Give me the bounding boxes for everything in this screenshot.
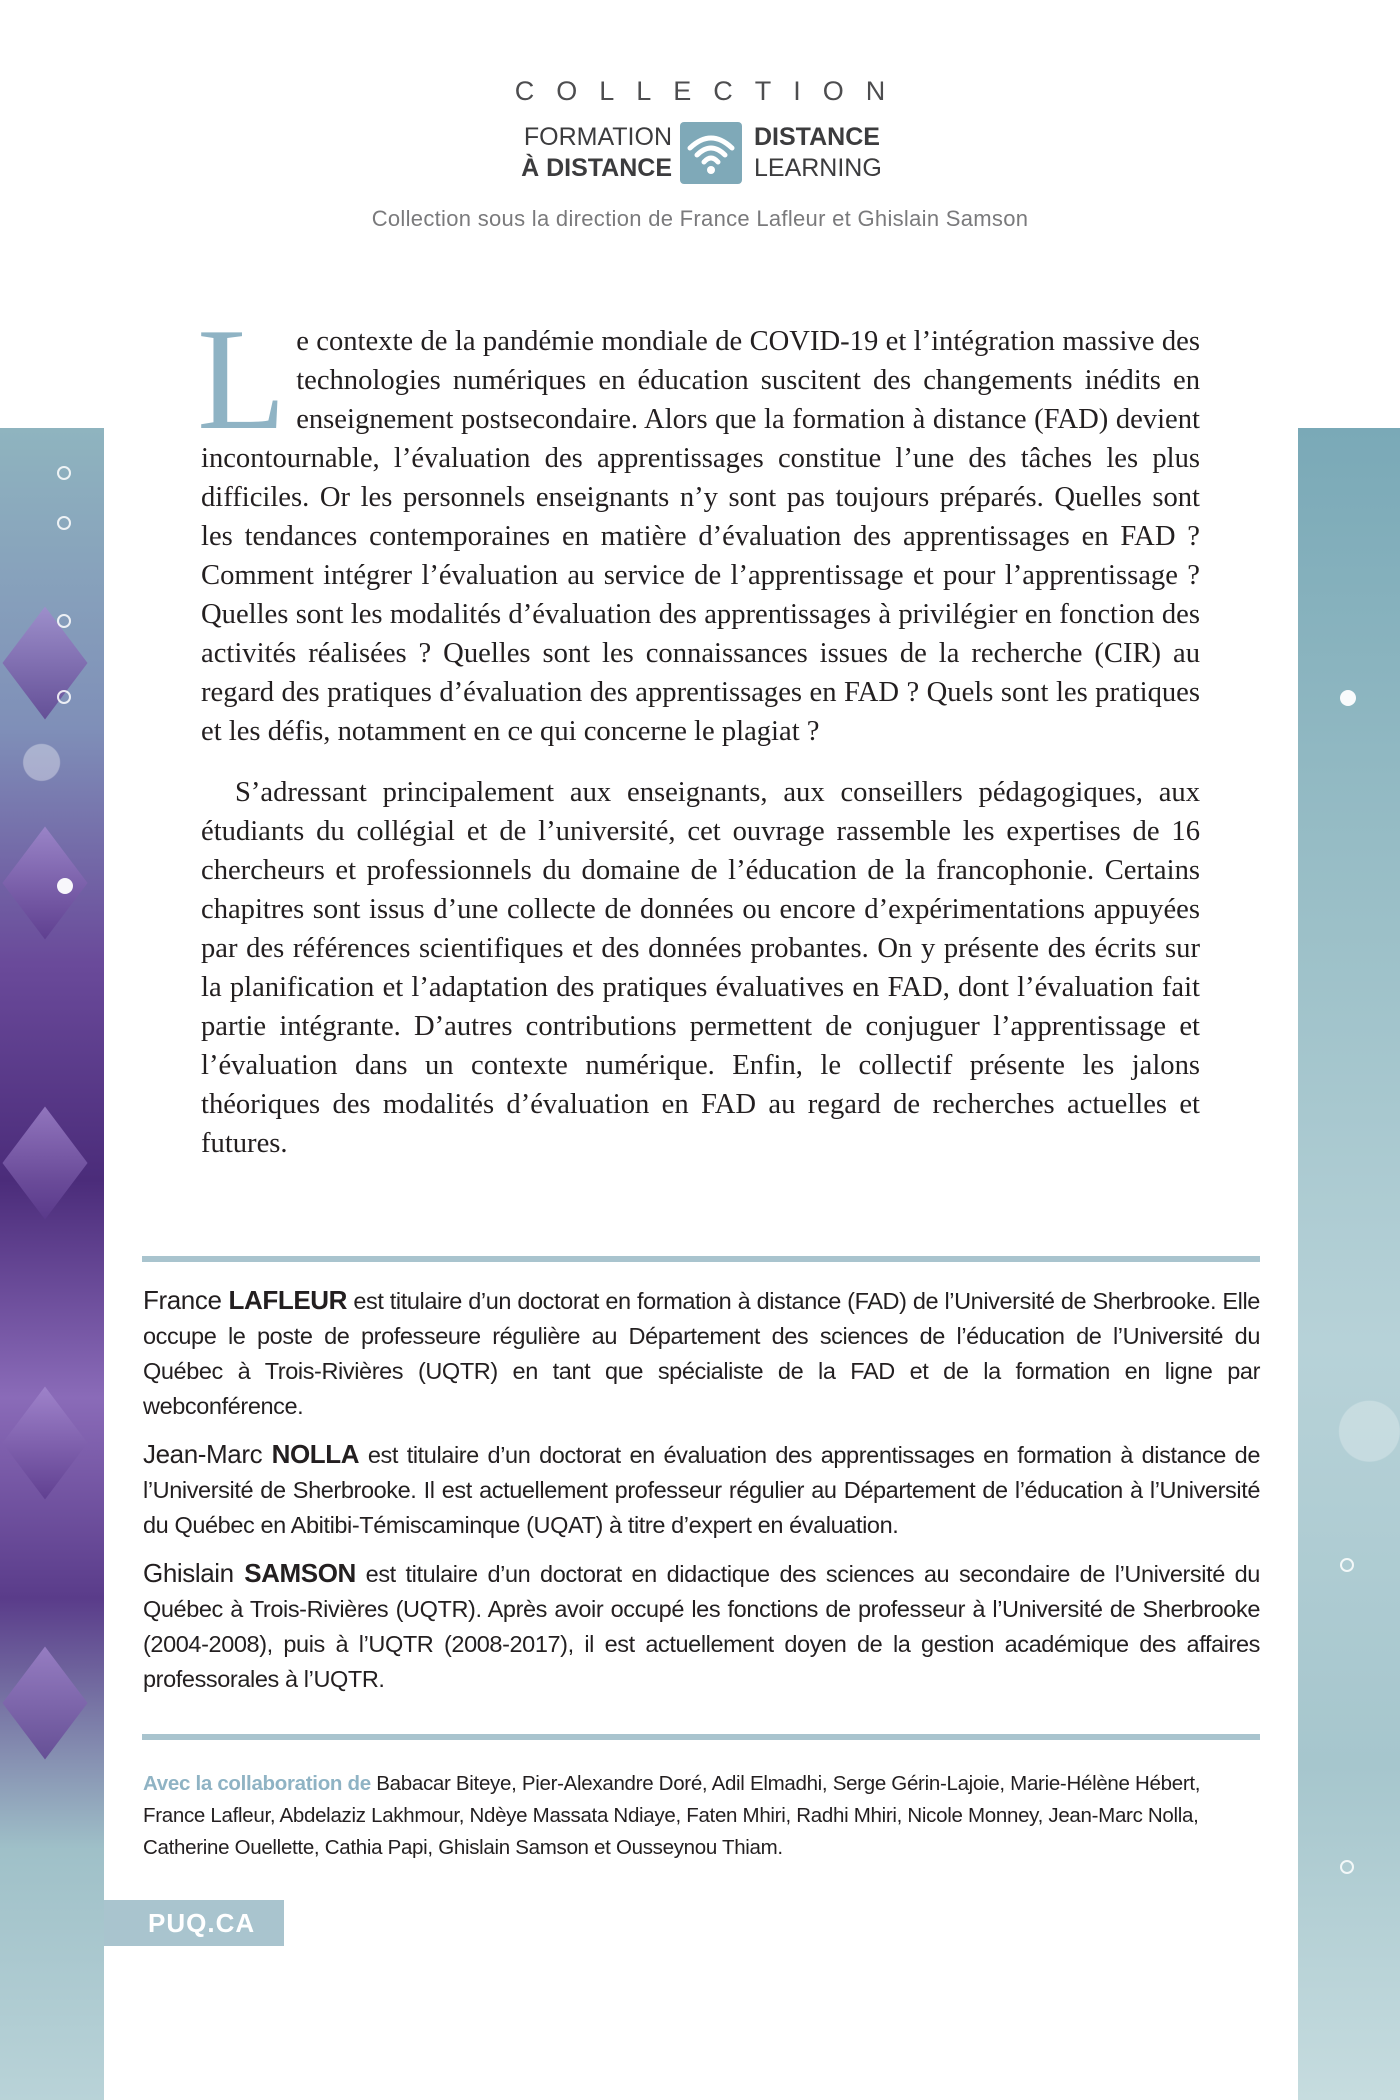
author-name xyxy=(143,1439,359,1469)
summary-paragraph-1-text: e contexte de la pandémie mondiale de COVID-19 et l’intégration massive des technologies numériques en éducation suscitent des changements inédits en enseignement postsecondaire. Alors que la formation à distance (FAD) devient incontournable, l’évaluation des apprentissages constitue l’une des tâches les plus difficiles. Or les personnels enseignants n’y sont pas toujours préparés. Quelles sont les tendances contemporaines en matière d’évaluation des apprentissages en FAD ? Comment intégrer l’évaluation au service de l’apprentissage et pour l’apprentissage ? Quelles sont les modalités d’évaluation des apprentissages à privilégier en fonction des activités réalisées ? Quelles sont les connaissances issues de la recherche (CIR) au regard des pratiques d’évaluation des apprentissages en FAD ? Quels sont les pratiques et les défis, notamment en ce qui concerne le plagiat ? xyxy=(201,326,1200,747)
ring-decoration xyxy=(57,466,71,480)
author-first-name: Ghislain xyxy=(143,1558,234,1588)
author-name xyxy=(143,1285,347,1315)
ring-decoration xyxy=(1340,1558,1354,1572)
right-decorative-strip xyxy=(1298,428,1400,2100)
wifi-icon xyxy=(680,122,742,184)
dot-decoration xyxy=(1340,690,1356,706)
logo-right-line2: LEARNING xyxy=(754,154,882,182)
bio-lafleur xyxy=(143,1283,1260,1424)
author-bios xyxy=(143,1283,1260,1697)
top-divider xyxy=(142,1256,1260,1262)
author-bio-text: est titulaire d’un doctorat en formation à distance (FAD) de l’Université de Sherbrooke. Elle occupe le poste de professeure régulière au Département des sciences de l’éducation de l’Université du Québec à Trois-Rivières (UQTR) en tant que spécialiste de la FAD et de la formation en ligne par webconférence. xyxy=(143,1288,1260,1419)
cube-decoration xyxy=(2,607,87,720)
collaborators xyxy=(143,1768,1260,1864)
bio-nolla xyxy=(143,1437,1260,1543)
ring-decoration xyxy=(1340,1860,1354,1874)
author-bio-text: est titulaire d’un doctorat en didactique des sciences au secondaire de l’Université du Québec à Trois-Rivières (UQTR). Après avoir occupé les fonctions de professeur à l’Université de Sherbrooke (2004-2008), puis à l’UQTR (2008-2017), il est actuellement doyen de la gestion académique des affaires professorales à l’UQTR. xyxy=(143,1561,1260,1692)
book-summary xyxy=(197,298,1200,1163)
logo-left-line2: À DISTANCE xyxy=(521,154,672,182)
summary-paragraph-1 xyxy=(197,298,1200,751)
author-surname: SAMSON xyxy=(244,1558,356,1588)
left-decorative-strip xyxy=(0,428,104,2100)
bottom-divider xyxy=(142,1734,1260,1740)
dropcap-letter: L xyxy=(197,298,287,460)
bio-samson xyxy=(143,1556,1260,1697)
logo-left-text xyxy=(512,122,672,184)
collaborators-names: Babacar Biteye, Pier-Alexandre Doré, Adil Elmadhi, Serge Gérin-Lajoie, Marie-Hélène Hébert, France Lafleur, Abdelaziz Lakhmour, Ndèye Massata Ndiaye, Faten Mhiri, Radhi Mhiri, Nicole Monney, Jean-Marc Nolla, Catherine Ouellette, Cathia Papi, Ghislain Samson et Ousseynou Thiam. xyxy=(143,1772,1201,1859)
author-surname: NOLLA xyxy=(271,1439,360,1469)
cube-decoration xyxy=(2,1387,87,1500)
summary-paragraph-2: S’adressant principalement aux enseignants, aux conseillers pédagogiques, aux étudiants du collégial et de l’université, cet ouvrage rassemble les expertises de 16 chercheurs et professionnels du domaine de l’éducation de la francophonie. Certains chapitres sont issus d’une collecte de données ou encore d’expérimentations appuyées par des références scientifiques et des données probantes. On y présente des écrits sur la planification et l’adaptation des pratiques évaluatives en FAD, dont l’évaluation fait partie intégrante. D’autres contributions permettent de conjuguer l’apprentissage et l’évaluation dans un contexte numérique. Enfin, le collectif présente les jalons théoriques des modalités d’évaluation en FAD au regard de recherches actuelles et futures. xyxy=(201,777,1200,1159)
ring-decoration xyxy=(57,516,71,530)
cube-decoration xyxy=(2,1647,87,1760)
collection-direction: Collection sous la direction de France Lafleur et Ghislain Samson xyxy=(371,206,1029,231)
collection-logo xyxy=(512,122,892,184)
ring-decoration xyxy=(57,690,71,704)
author-surname: LAFLEUR xyxy=(228,1285,348,1315)
author-name xyxy=(143,1558,356,1588)
cube-decoration xyxy=(2,827,87,940)
ring-decoration xyxy=(57,614,71,628)
logo-right-text xyxy=(754,122,914,184)
author-bio-text: est titulaire d’un doctorat en évaluation des apprentissages en formation à distance de l’Université de Sherbrooke. Il est actuellement professeur régulier au Département de l’éducation à l’Université du Québec en Abitibi-Témiscaminque (UQAT) à titre d’expert en évaluation. xyxy=(143,1442,1260,1538)
logo-left-line1: FORMATION xyxy=(523,123,672,151)
cube-decoration xyxy=(2,1107,87,1220)
publisher-link[interactable]: PUQ.CA xyxy=(104,1900,284,1946)
logo-right-line1: DISTANCE xyxy=(754,123,880,151)
author-first-name: Jean-Marc xyxy=(143,1439,263,1469)
collection-label: COLLECTION xyxy=(514,76,908,106)
collaborators-lead: Avec la collaboration de xyxy=(143,1772,371,1795)
author-first-name: France xyxy=(143,1285,222,1315)
dot-decoration xyxy=(57,878,73,894)
